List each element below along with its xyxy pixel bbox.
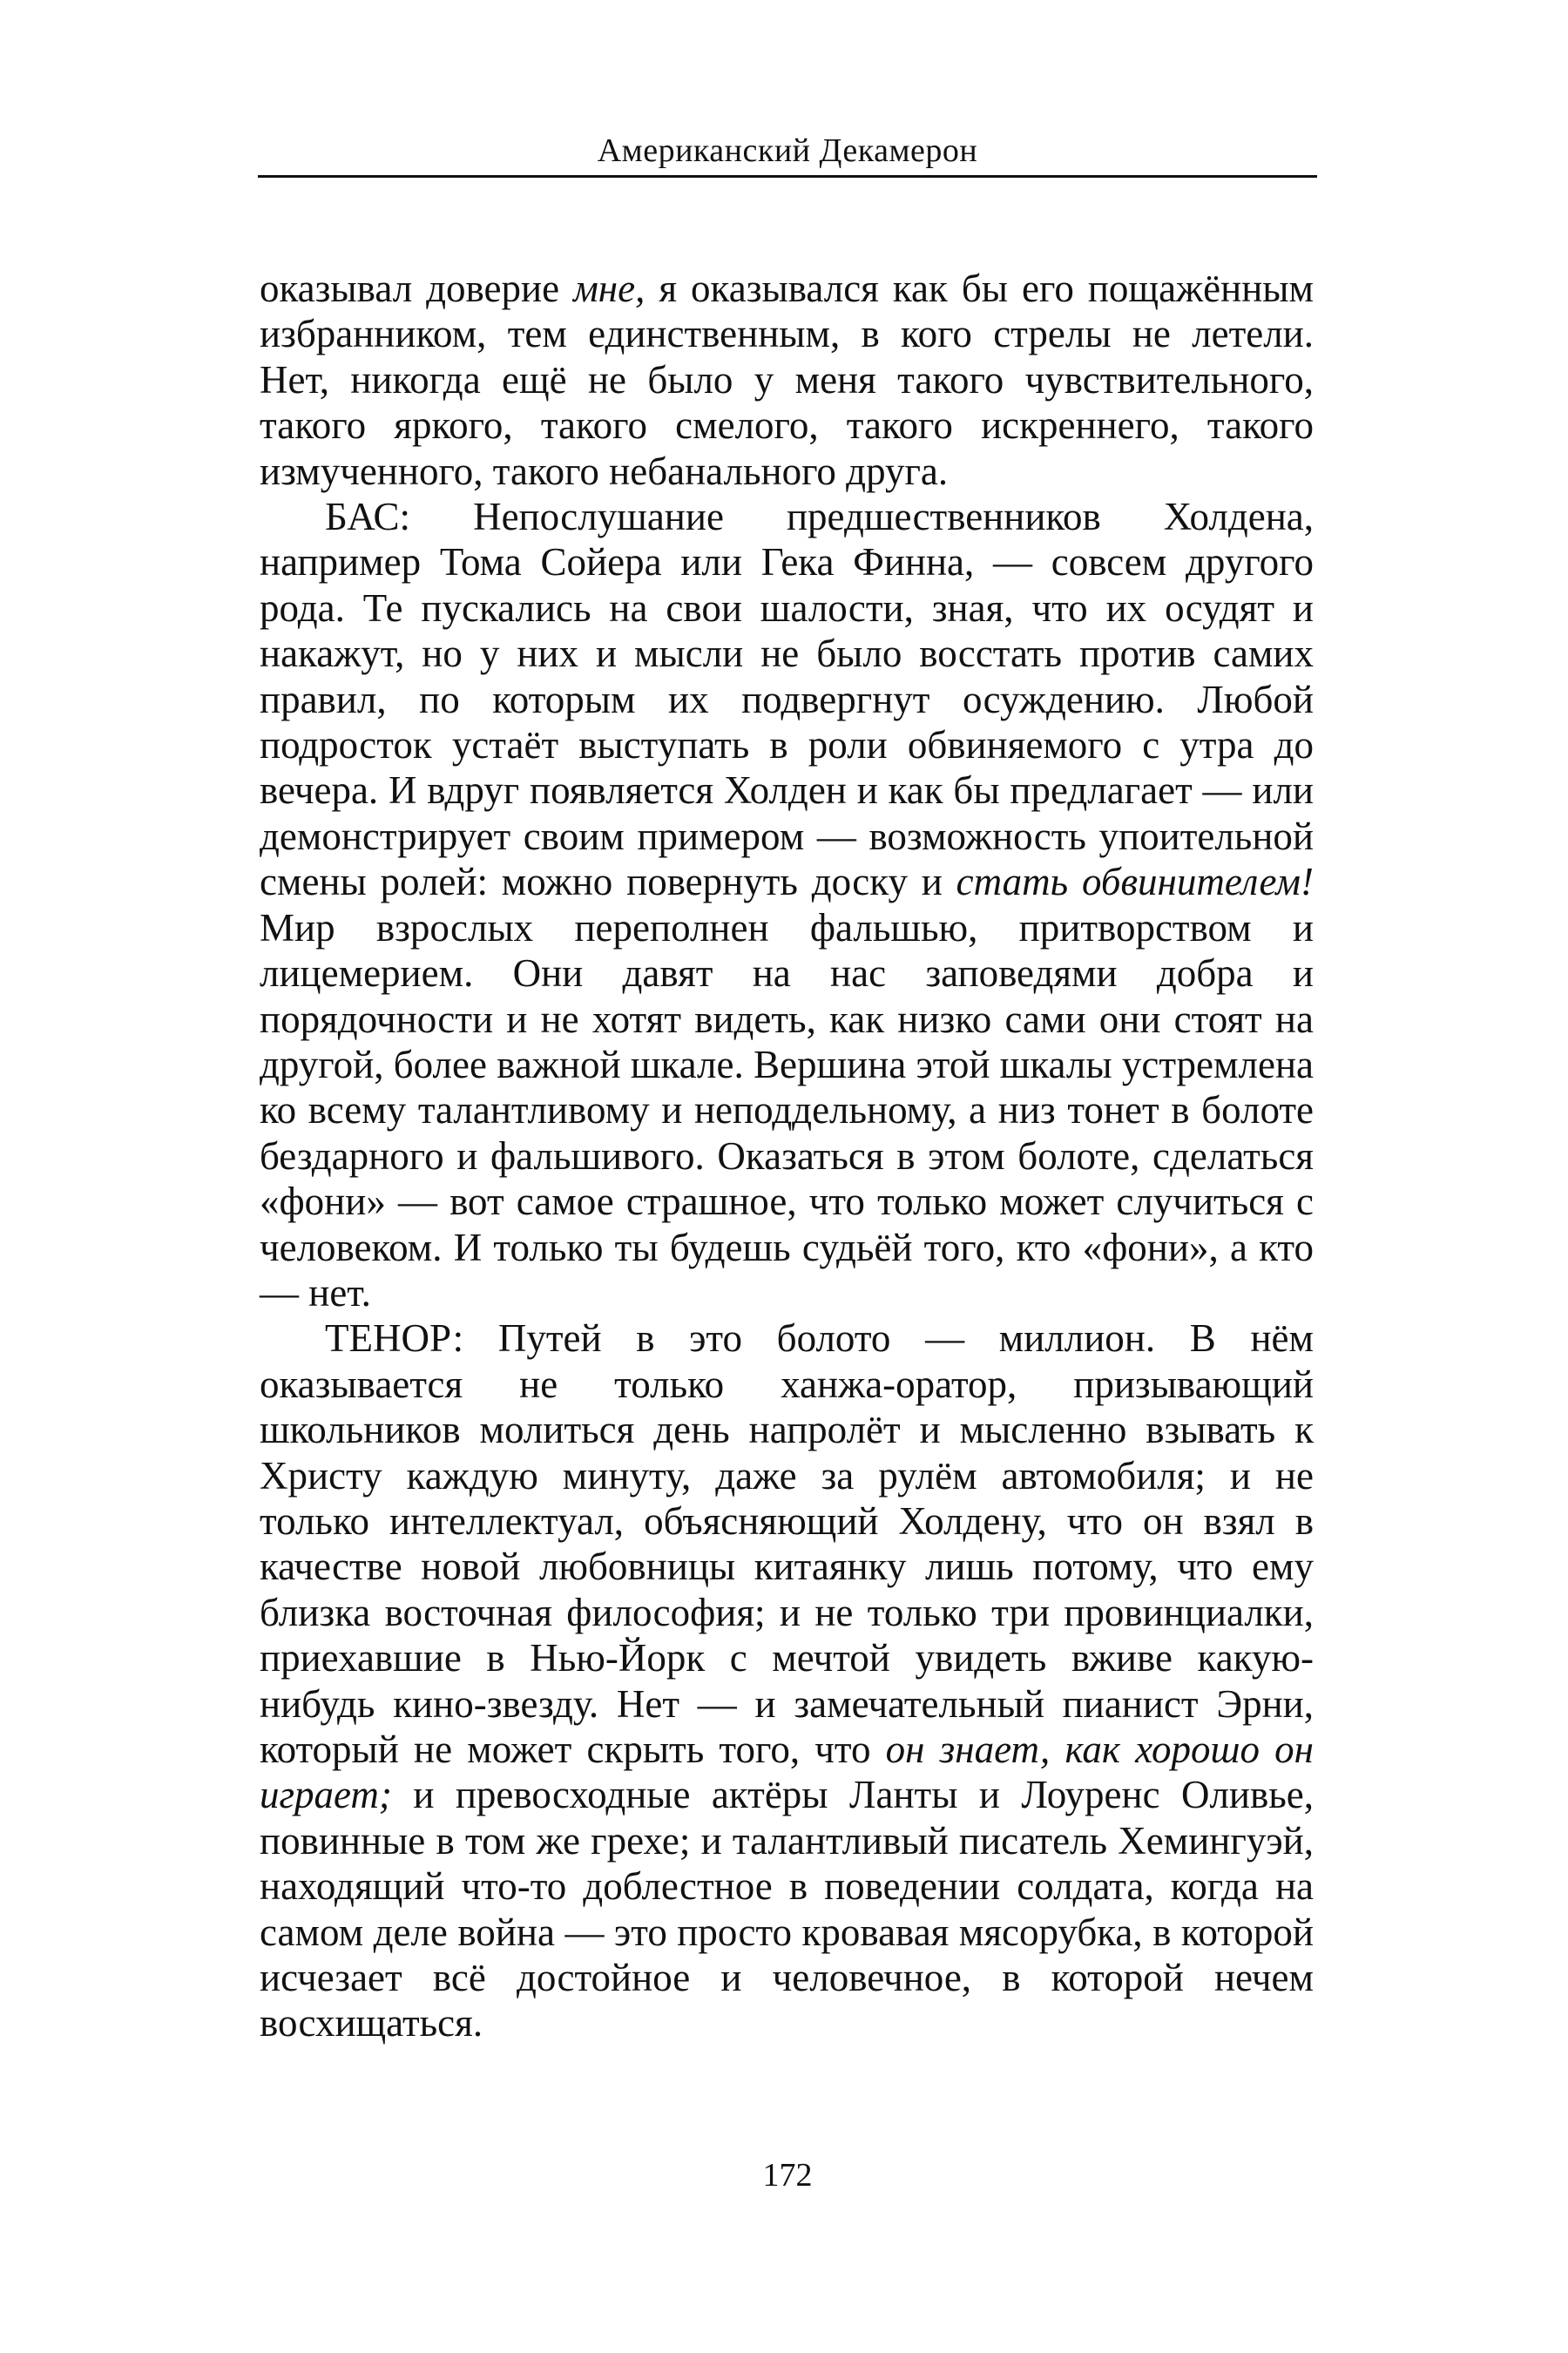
italic-segment: стать обвинителем!: [956, 860, 1315, 904]
italic-segment: он знает, как хорошо он играет;: [260, 1728, 1314, 1817]
header-rule: [258, 175, 1317, 178]
running-header-title: Американский Декамерон: [597, 132, 978, 169]
paragraph-bass: [260, 494, 1314, 1315]
page-number: 172: [762, 2157, 813, 2194]
text-segment: оказывал доверие: [260, 267, 574, 310]
text-segment: БАС: Непослушание предшественников Холдена, например Тома Сойера или Гека Финна, — совсем другого рода. Те пускались на свои шалости, зная, что их осудят и накажут, но у них и мысли не было восстать против самих правил, по которым их подвергнут осуждению. Любой подросток устаёт выступать в роли обвиняемого с утра до вечера. И вдруг появляется Холден и как бы предлагает — или демонстрирует своим примером — возможность упоительной смены ролей: можно повернуть доску и: [260, 495, 1314, 904]
text-segment: Мир взрослых переполнен фальшью, притворством и лицемерием. Они давят на нас заповедями добра и порядочности и не хотят видеть, как низко сами они стоят на другой, более важной шкале. Вершина этой шкалы устремлена ко всему талантливому и неподдельному, а низ тонет в болоте бездарного и фальшивого. Оказаться в этом болоте, сделаться «фони» — вот самое страшное, что только может случиться с человеком. И только ты будешь судьёй того, кто «фони», а кто — нет.: [260, 905, 1314, 1315]
text-segment: я оказывался как бы его пощажённым избранником, тем единственным, в кого стрелы не летели. Нет, никогда ещё не было у меня такого чувствительного, такого яркого, такого смелого, такого искреннего, такого измученного, такого небанального друга.: [260, 267, 1314, 493]
body-text: [260, 266, 1314, 2046]
italic-segment: мне,: [573, 267, 645, 310]
text-segment: ТЕНОР: Путей в это болото — миллион. В нём оказывается не только ханжа-оратор, призывающий школьников молиться день напролёт и мысленно взывать к Христу каждую минуту, даже за рулём автомобиля; и не только интеллектуал, объясняющий Холдену, что он взял в качестве новой любовницы китаянку лишь потому, что ему близка восточная философия; и не только три провинциалки, приехавшие в Нью-Йорк с мечтой увидеть вживе какую-нибудь кино-звезду. Нет — и замечательный пианист Эрни, который не может скрыть того, что: [260, 1316, 1314, 1771]
paragraph-tenor: [260, 1315, 1314, 2046]
text-segment: и превосходные актёры Ланты и Лоуренс Оливье, повинные в том же грехе; и талантливый писатель Хемингуэй, находящий что-то доблестное в поведении солдата, когда на самом деле война — это просто кровавая мясорубка, в которой исчезает всё достойное и человечное, в которой нечем восхищаться.: [260, 1773, 1314, 2045]
paragraph-continuation: [260, 266, 1314, 494]
